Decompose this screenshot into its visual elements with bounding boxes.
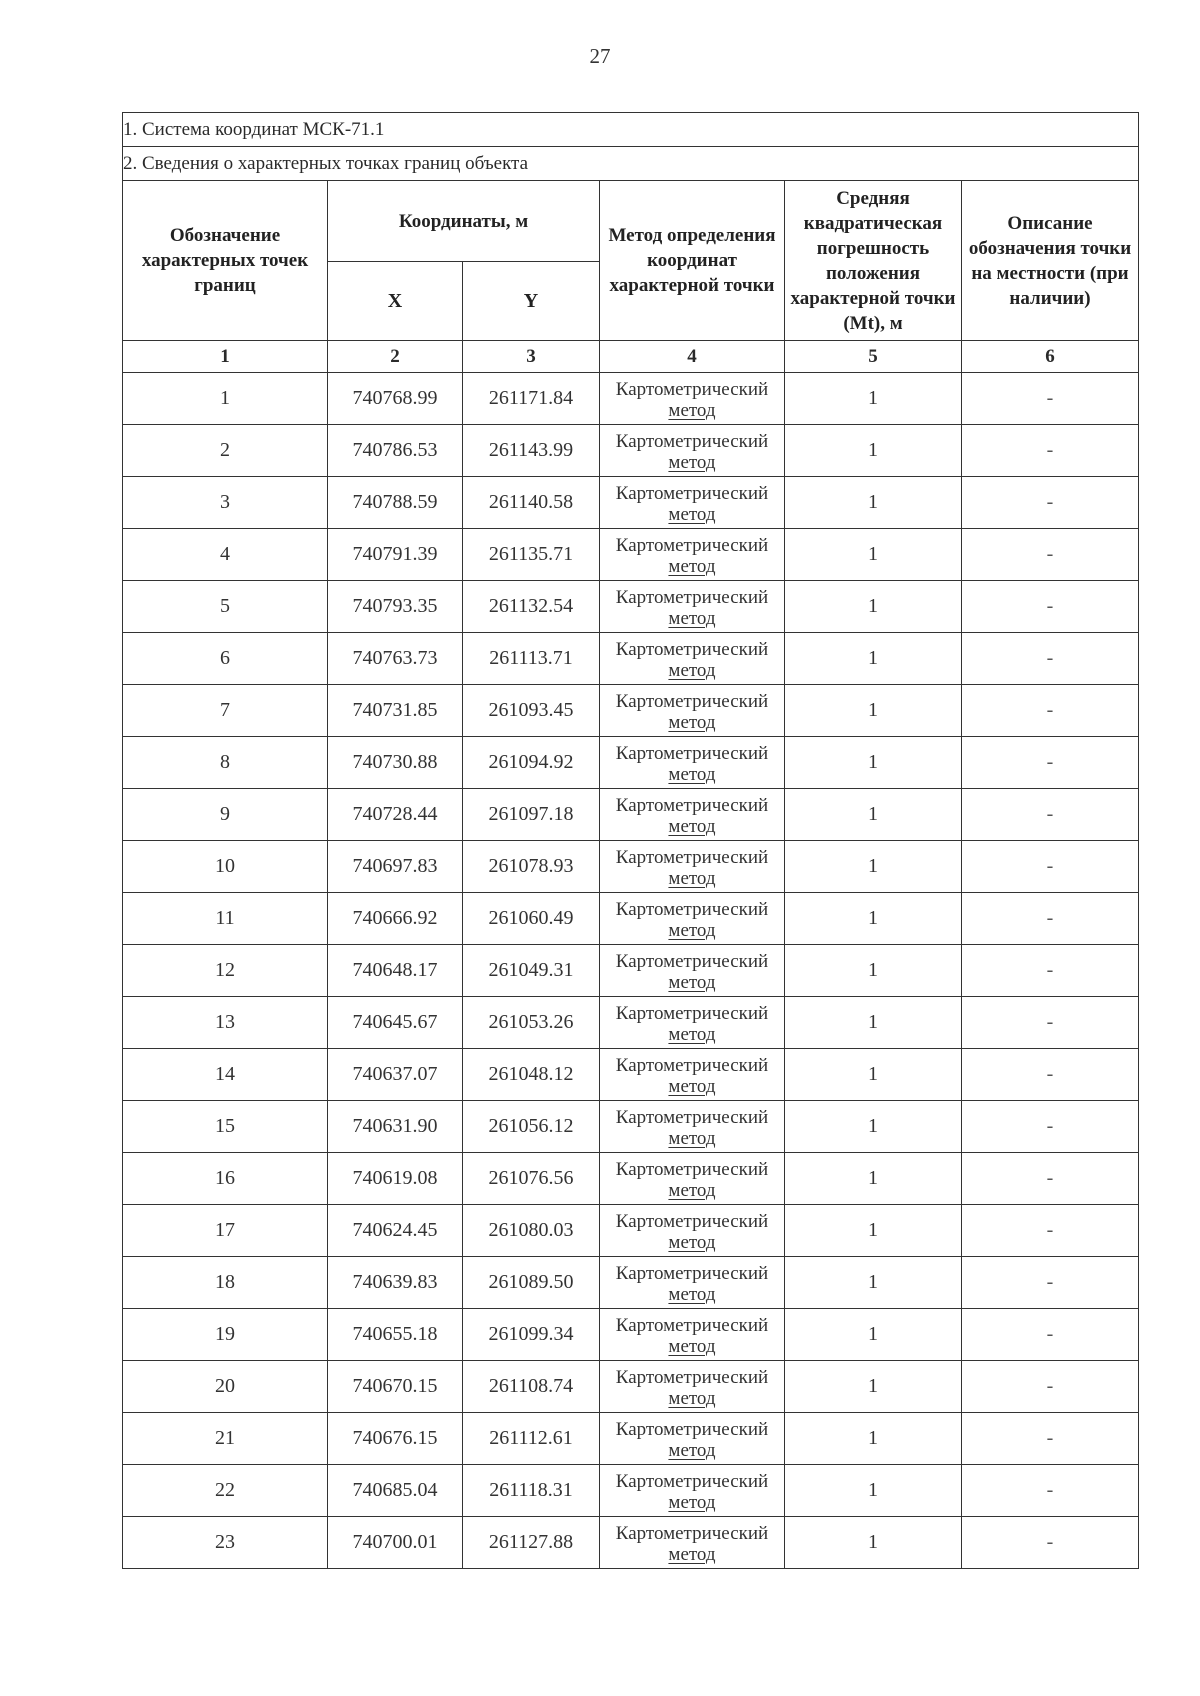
y-coordinate-cell: 261143.99 xyxy=(463,425,600,477)
point-id-cell: 11 xyxy=(123,893,328,945)
description-cell: - xyxy=(962,529,1139,581)
point-id-cell: 23 xyxy=(123,1517,328,1569)
method-text-line1: Картометрический xyxy=(615,534,769,556)
method-cell xyxy=(600,425,785,477)
table-row xyxy=(123,425,1139,477)
method-cell xyxy=(600,373,785,425)
error-mt-cell: 1 xyxy=(785,685,962,737)
method-cell xyxy=(600,1101,785,1153)
page-number: 27 xyxy=(589,44,611,68)
y-coordinate-cell: 261056.12 xyxy=(463,1101,600,1153)
x-coordinate-cell: 740655.18 xyxy=(328,1309,463,1361)
method-text-line1: Картометрический xyxy=(615,378,769,400)
description-cell: - xyxy=(962,373,1139,425)
table-row xyxy=(123,477,1139,529)
y-coordinate-cell: 261108.74 xyxy=(463,1361,600,1413)
x-coordinate-cell: 740791.39 xyxy=(328,529,463,581)
y-coordinate-cell: 261076.56 xyxy=(463,1153,600,1205)
point-id-cell: 21 xyxy=(123,1413,328,1465)
x-coordinate-cell: 740619.08 xyxy=(328,1153,463,1205)
method-text-line1: Картометрический xyxy=(615,586,769,608)
table-row xyxy=(123,1517,1139,1569)
point-id-cell: 4 xyxy=(123,529,328,581)
error-mt-cell: 1 xyxy=(785,425,962,477)
table-row xyxy=(123,529,1139,581)
method-cell xyxy=(600,1517,785,1569)
point-id-cell: 19 xyxy=(123,1309,328,1361)
description-cell: - xyxy=(962,425,1139,477)
x-coordinate-cell: 740670.15 xyxy=(328,1361,463,1413)
error-mt-cell: 1 xyxy=(785,893,962,945)
method-text-line2: метод xyxy=(668,919,716,941)
method-cell xyxy=(600,1257,785,1309)
y-coordinate-cell: 261094.92 xyxy=(463,737,600,789)
description-cell: - xyxy=(962,1153,1139,1205)
header-error: Средняя квадратическая погрешность положения характерной точки (Mt), м xyxy=(785,181,962,341)
error-mt-cell: 1 xyxy=(785,1517,962,1569)
point-id-cell: 5 xyxy=(123,581,328,633)
error-mt-cell: 1 xyxy=(785,1101,962,1153)
x-coordinate-cell: 740697.83 xyxy=(328,841,463,893)
table-body xyxy=(123,373,1139,1569)
method-text-line2: метод xyxy=(668,399,716,421)
table-row xyxy=(123,1309,1139,1361)
point-id-cell: 15 xyxy=(123,1101,328,1153)
description-cell: - xyxy=(962,1049,1139,1101)
error-mt-cell: 1 xyxy=(785,477,962,529)
table-row xyxy=(123,1257,1139,1309)
header-description: Описание обозначения точки на местности (при наличии) xyxy=(962,181,1139,341)
table-row xyxy=(123,893,1139,945)
method-text-line1: Картометрический xyxy=(615,1418,769,1440)
method-text-line1: Картометрический xyxy=(615,690,769,712)
table-row xyxy=(123,1361,1139,1413)
method-cell xyxy=(600,841,785,893)
method-text-line2: метод xyxy=(668,971,716,993)
method-text-line2: метод xyxy=(668,659,716,681)
method-text-line2: метод xyxy=(668,1387,716,1409)
method-cell xyxy=(600,789,785,841)
table-row xyxy=(123,737,1139,789)
method-text-line1: Картометрический xyxy=(615,950,769,972)
y-coordinate-cell: 261099.34 xyxy=(463,1309,600,1361)
method-text-line2: метод xyxy=(668,555,716,577)
error-mt-cell: 1 xyxy=(785,1413,962,1465)
method-text-line1: Картометрический xyxy=(615,1210,769,1232)
error-mt-cell: 1 xyxy=(785,1465,962,1517)
x-coordinate-cell: 740624.45 xyxy=(328,1205,463,1257)
method-text-line2: метод xyxy=(668,711,716,733)
y-coordinate-cell: 261140.58 xyxy=(463,477,600,529)
method-text-line1: Картометрический xyxy=(615,482,769,504)
method-text-line2: метод xyxy=(668,1283,716,1305)
point-id-cell: 20 xyxy=(123,1361,328,1413)
method-text-line2: метод xyxy=(668,1335,716,1357)
method-text-line1: Картометрический xyxy=(615,1522,769,1544)
method-text-line1: Картометрический xyxy=(615,1054,769,1076)
description-cell: - xyxy=(962,1413,1139,1465)
method-text-line1: Картометрический xyxy=(615,1106,769,1128)
error-mt-cell: 1 xyxy=(785,789,962,841)
description-cell: - xyxy=(962,789,1139,841)
column-number: 6 xyxy=(962,341,1139,373)
method-text-line1: Картометрический xyxy=(615,742,769,764)
x-coordinate-cell: 740731.85 xyxy=(328,685,463,737)
method-cell xyxy=(600,945,785,997)
x-coordinate-cell: 740768.99 xyxy=(328,373,463,425)
error-mt-cell: 1 xyxy=(785,581,962,633)
description-cell: - xyxy=(962,685,1139,737)
point-id-cell: 17 xyxy=(123,1205,328,1257)
table-row xyxy=(123,997,1139,1049)
y-coordinate-cell: 261049.31 xyxy=(463,945,600,997)
method-text-line1: Картометрический xyxy=(615,1262,769,1284)
method-cell xyxy=(600,1465,785,1517)
table-row xyxy=(123,685,1139,737)
table-row xyxy=(123,373,1139,425)
description-cell: - xyxy=(962,1101,1139,1153)
error-mt-cell: 1 xyxy=(785,529,962,581)
point-id-cell: 2 xyxy=(123,425,328,477)
x-coordinate-cell: 740631.90 xyxy=(328,1101,463,1153)
header-method: Метод определения координат характерной точки xyxy=(600,181,785,341)
method-cell xyxy=(600,581,785,633)
column-number: 3 xyxy=(463,341,600,373)
header-y: Y xyxy=(463,262,600,341)
error-mt-cell: 1 xyxy=(785,1361,962,1413)
table-row xyxy=(123,1153,1139,1205)
table-row xyxy=(123,1413,1139,1465)
method-text-line2: метод xyxy=(668,607,716,629)
point-id-cell: 1 xyxy=(123,373,328,425)
y-coordinate-cell: 261132.54 xyxy=(463,581,600,633)
header-designation: Обозначение характерных точек границ xyxy=(123,181,328,341)
method-cell xyxy=(600,737,785,789)
description-cell: - xyxy=(962,477,1139,529)
description-cell: - xyxy=(962,1361,1139,1413)
error-mt-cell: 1 xyxy=(785,633,962,685)
point-id-cell: 10 xyxy=(123,841,328,893)
method-cell xyxy=(600,1049,785,1101)
point-id-cell: 14 xyxy=(123,1049,328,1101)
header-coordinates: Координаты, м xyxy=(328,181,600,262)
x-coordinate-cell: 740676.15 xyxy=(328,1413,463,1465)
y-coordinate-cell: 261089.50 xyxy=(463,1257,600,1309)
method-cell xyxy=(600,1153,785,1205)
description-cell: - xyxy=(962,841,1139,893)
error-mt-cell: 1 xyxy=(785,373,962,425)
point-id-cell: 9 xyxy=(123,789,328,841)
description-cell: - xyxy=(962,1465,1139,1517)
description-cell: - xyxy=(962,1257,1139,1309)
table-row xyxy=(123,633,1139,685)
method-text-line2: метод xyxy=(668,1231,716,1253)
point-id-cell: 6 xyxy=(123,633,328,685)
method-text-line1: Картометрический xyxy=(615,1314,769,1336)
method-text-line2: метод xyxy=(668,763,716,785)
point-id-cell: 13 xyxy=(123,997,328,1049)
method-text-line2: метод xyxy=(668,1179,716,1201)
x-coordinate-cell: 740637.07 xyxy=(328,1049,463,1101)
method-cell xyxy=(600,685,785,737)
error-mt-cell: 1 xyxy=(785,1205,962,1257)
y-coordinate-cell: 261097.18 xyxy=(463,789,600,841)
method-text-line1: Картометрический xyxy=(615,794,769,816)
y-coordinate-cell: 261078.93 xyxy=(463,841,600,893)
method-text-line2: метод xyxy=(668,1075,716,1097)
y-coordinate-cell: 261171.84 xyxy=(463,373,600,425)
boundary-points-table xyxy=(122,112,1139,1569)
x-coordinate-cell: 740700.01 xyxy=(328,1517,463,1569)
method-text-line2: метод xyxy=(668,1439,716,1461)
point-id-cell: 12 xyxy=(123,945,328,997)
description-cell: - xyxy=(962,945,1139,997)
description-cell: - xyxy=(962,633,1139,685)
error-mt-cell: 1 xyxy=(785,841,962,893)
y-coordinate-cell: 261048.12 xyxy=(463,1049,600,1101)
method-cell xyxy=(600,529,785,581)
x-coordinate-cell: 740728.44 xyxy=(328,789,463,841)
x-coordinate-cell: 740730.88 xyxy=(328,737,463,789)
method-cell xyxy=(600,1205,785,1257)
method-text-line2: метод xyxy=(668,503,716,525)
error-mt-cell: 1 xyxy=(785,945,962,997)
method-text-line2: метод xyxy=(668,1491,716,1513)
description-cell: - xyxy=(962,1205,1139,1257)
y-coordinate-cell: 261112.61 xyxy=(463,1413,600,1465)
method-text-line2: метод xyxy=(668,1127,716,1149)
point-id-cell: 18 xyxy=(123,1257,328,1309)
method-text-line1: Картометрический xyxy=(615,430,769,452)
description-cell: - xyxy=(962,1309,1139,1361)
y-coordinate-cell: 261060.49 xyxy=(463,893,600,945)
description-cell: - xyxy=(962,997,1139,1049)
table-row xyxy=(123,1101,1139,1153)
method-text-line2: метод xyxy=(668,451,716,473)
column-number: 1 xyxy=(123,341,328,373)
method-cell xyxy=(600,477,785,529)
method-cell xyxy=(600,1309,785,1361)
method-text-line1: Картометрический xyxy=(615,1002,769,1024)
y-coordinate-cell: 261135.71 xyxy=(463,529,600,581)
method-text-line2: метод xyxy=(668,1023,716,1045)
method-text-line1: Картометрический xyxy=(615,898,769,920)
x-coordinate-cell: 740648.17 xyxy=(328,945,463,997)
y-coordinate-cell: 261127.88 xyxy=(463,1517,600,1569)
y-coordinate-cell: 261118.31 xyxy=(463,1465,600,1517)
y-coordinate-cell: 261093.45 xyxy=(463,685,600,737)
table-row xyxy=(123,581,1139,633)
y-coordinate-cell: 261053.26 xyxy=(463,997,600,1049)
x-coordinate-cell: 740685.04 xyxy=(328,1465,463,1517)
table-row xyxy=(123,789,1139,841)
y-coordinate-cell: 261113.71 xyxy=(463,633,600,685)
error-mt-cell: 1 xyxy=(785,1153,962,1205)
description-cell: - xyxy=(962,737,1139,789)
point-id-cell: 7 xyxy=(123,685,328,737)
point-id-cell: 16 xyxy=(123,1153,328,1205)
method-text-line2: метод xyxy=(668,815,716,837)
error-mt-cell: 1 xyxy=(785,1049,962,1101)
table-row xyxy=(123,1205,1139,1257)
method-text-line1: Картометрический xyxy=(615,638,769,660)
x-coordinate-cell: 740763.73 xyxy=(328,633,463,685)
header-x: X xyxy=(328,262,463,341)
column-number: 5 xyxy=(785,341,962,373)
table-row xyxy=(123,1049,1139,1101)
y-coordinate-cell: 261080.03 xyxy=(463,1205,600,1257)
error-mt-cell: 1 xyxy=(785,1309,962,1361)
x-coordinate-cell: 740666.92 xyxy=(328,893,463,945)
method-cell xyxy=(600,997,785,1049)
description-cell: - xyxy=(962,1517,1139,1569)
x-coordinate-cell: 740788.59 xyxy=(328,477,463,529)
x-coordinate-cell: 740793.35 xyxy=(328,581,463,633)
section-title: 2. Сведения о характерных точках границ объекта xyxy=(123,147,1139,181)
point-id-cell: 3 xyxy=(123,477,328,529)
method-cell xyxy=(600,633,785,685)
x-coordinate-cell: 740639.83 xyxy=(328,1257,463,1309)
error-mt-cell: 1 xyxy=(785,1257,962,1309)
description-cell: - xyxy=(962,893,1139,945)
x-coordinate-cell: 740786.53 xyxy=(328,425,463,477)
x-coordinate-cell: 740645.67 xyxy=(328,997,463,1049)
method-cell xyxy=(600,1413,785,1465)
table-row xyxy=(123,1465,1139,1517)
column-number: 4 xyxy=(600,341,785,373)
table-row xyxy=(123,841,1139,893)
method-text-line1: Картометрический xyxy=(615,1158,769,1180)
description-cell: - xyxy=(962,581,1139,633)
column-number: 2 xyxy=(328,341,463,373)
point-id-cell: 22 xyxy=(123,1465,328,1517)
error-mt-cell: 1 xyxy=(785,997,962,1049)
coord-system-line: 1. Система координат МСК-71.1 xyxy=(123,113,1139,147)
method-text-line1: Картометрический xyxy=(615,1470,769,1492)
error-mt-cell: 1 xyxy=(785,737,962,789)
method-text-line1: Картометрический xyxy=(615,846,769,868)
point-id-cell: 8 xyxy=(123,737,328,789)
method-text-line2: метод xyxy=(668,867,716,889)
method-cell xyxy=(600,1361,785,1413)
table-row xyxy=(123,945,1139,997)
method-text-line1: Картометрический xyxy=(615,1366,769,1388)
method-text-line2: метод xyxy=(668,1543,716,1565)
method-cell xyxy=(600,893,785,945)
